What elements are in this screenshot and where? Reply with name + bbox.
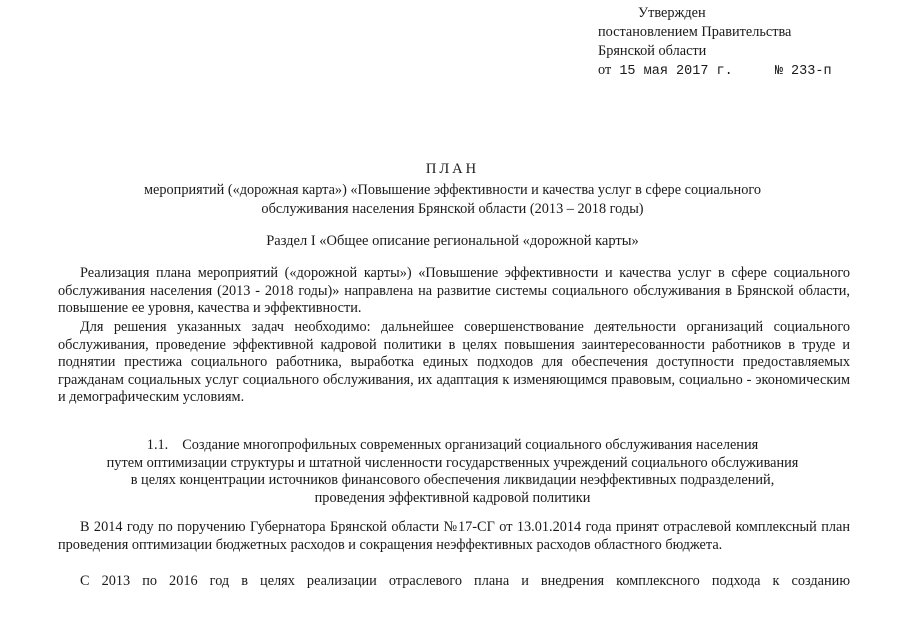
- subsection-line-3: в целях концентрации источников финансового обеспечения ликвидации неэффективных подразделений,: [130, 472, 775, 489]
- paragraph-text: Для решения указанных задач необходимо: дальнейшее совершенствование деятельности организаций социального обслуживания, проведение эффективной кадровой политики в целях повышения заинтересованности работников в труде и поднятии престижа социального работника, выработка единых подходов для обеспечения доступности предоставляемых гражданам социальных услуг социального обслуживания, их адаптация к изменяющимся правовым, социально - экономическим и демографическим условиям.: [58, 319, 850, 406]
- approved-region: Брянской области: [598, 43, 707, 59]
- document-subtitle: [0, 181, 905, 219]
- section-heading: Раздел I «Общее описание региональной «дорожной карты»: [266, 233, 639, 249]
- subsection-line-1: Создание многопрофильных современных организаций социального обслуживания населения: [182, 437, 759, 453]
- document-title: ПЛАН: [425, 161, 480, 177]
- date-prefix: от: [598, 62, 612, 78]
- subsection-line-2: путем оптимизации структуры и штатной численности государственных учреждений социального обслуживания: [106, 454, 799, 471]
- approved-label: Утвержден: [638, 5, 706, 21]
- paragraph-tasks: [58, 319, 850, 407]
- resolution-number: № 233-п: [774, 64, 832, 79]
- paragraph-implementation: [58, 573, 850, 591]
- approval-date: 15 мая 2017 г.: [619, 64, 733, 79]
- approval-date-line: [598, 61, 832, 81]
- paragraph-text: В 2014 году по поручению Губернатора Брянской области №17-СГ от 13.01.2014 года принят отраслевой комплексный план проведения оптимизации бюджетных расходов и сокращения неэффективных расходов областного бюджета.: [58, 519, 850, 553]
- approval-stamp: [598, 4, 832, 81]
- approved-by: постановлением Правительства: [598, 24, 792, 40]
- paragraph-text: С 2013 по 2016 год в целях реализации отраслевого плана и внедрения комплексного подхода к созданию: [80, 573, 850, 589]
- paragraph-governor-order: [58, 519, 850, 554]
- paragraph-intro: [58, 265, 850, 318]
- subtitle-line-2: обслуживания населения Брянской области (2013 – 2018 годы): [261, 201, 644, 217]
- subtitle-line-1: мероприятий («дорожная карта») «Повышение эффективности и качества услуг в сфере социального: [143, 182, 761, 198]
- subsection-heading: [0, 437, 905, 507]
- paragraph-text: Реализация плана мероприятий («дорожной карты») «Повышение эффективности и качества услуг в сфере социального обслуживания населения (2013 - 2018 годы)» направлена на развитие системы социального обслуживания в Брянской области, повышение ее уровня, качества и эффективности.: [58, 265, 850, 317]
- subsection-line-4: проведения эффективной кадровой политики: [314, 489, 591, 506]
- subsection-number: 1.1.: [146, 437, 169, 453]
